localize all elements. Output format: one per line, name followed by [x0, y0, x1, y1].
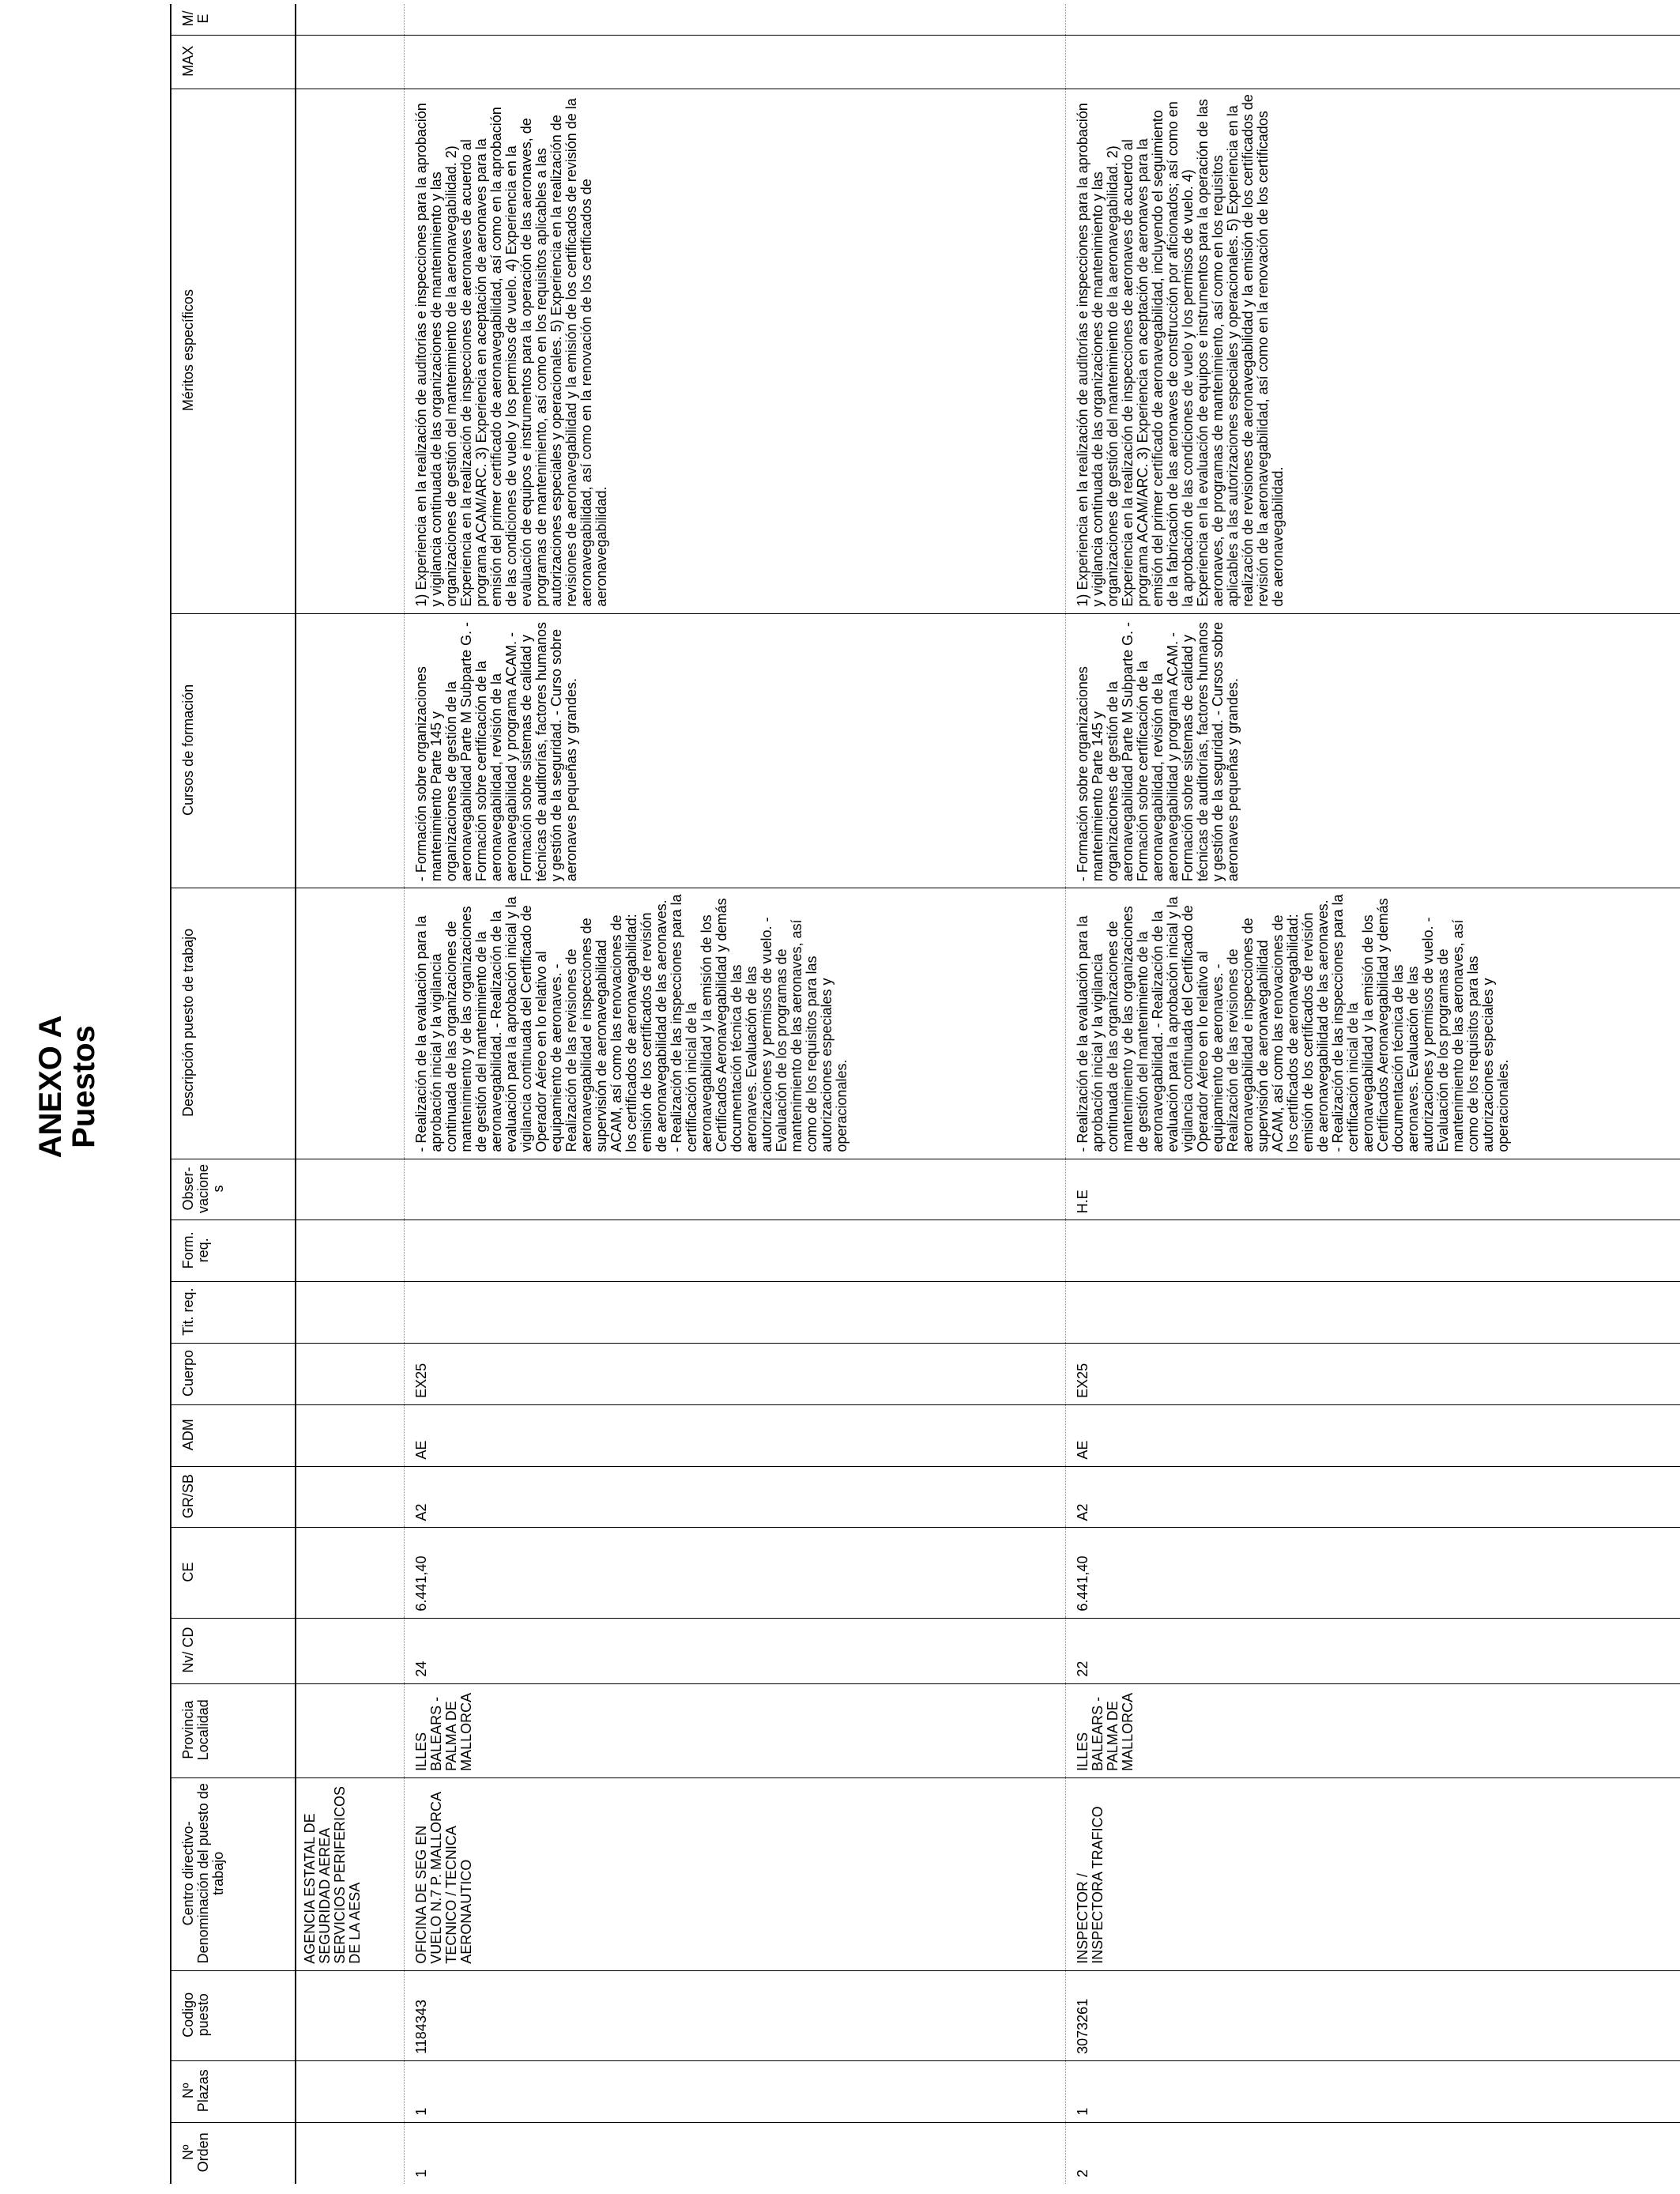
cell-cuerpo: EX25 [1066, 1344, 1680, 1405]
cell-nivel: 24 [405, 1618, 1066, 1683]
rotated-table-page [170, 4, 1674, 2184]
unit-office: OFICINA DE SEG EN VUELO N.7 P. MALLORCA [413, 1792, 444, 1964]
table-header-row [171, 4, 296, 2184]
cell-grupo: A2 [405, 1466, 1066, 1528]
cell-obs: H.E [1066, 1159, 1680, 1220]
cell-tit [405, 1282, 1066, 1344]
header-plazas: Nº Plazas [171, 2060, 296, 2122]
cell-cursos: - Formación sobre organizaciones mantenimiento Parte 145 y organizaciones de gestión de la aeronavegabilidad Parte M Subparte G. - Formación sobre certificación de la aeronavegabilidad, revisión de la aeronavegabilidad y programa ACAM. - Formación sobre sistemas de calidad y técnicas de auditorías, factores humanos y gestión de la seguridad. - Curso sobre aeronaves pequeñas y grandes. [405, 613, 1066, 888]
positions-table [170, 4, 1680, 2184]
cell-ce: 6.441,40 [1066, 1528, 1680, 1618]
cell-plazas: 1 [405, 2060, 1066, 2122]
header-meritos: Méritos específicos [171, 89, 296, 613]
header-me: M/E [171, 4, 296, 36]
unit-row [296, 4, 405, 2184]
position-name: TECNICO / TECNICA AERONAUTICO [443, 1826, 474, 1964]
header-cuerpo: Cuerpo [171, 1344, 296, 1405]
cell-ce: 6.441,40 [405, 1528, 1066, 1618]
header-centro: Centro directivo- Denominación del puesto de trabajo [171, 1777, 296, 1970]
cell-cuerpo: EX25 [405, 1344, 1066, 1405]
cell-obs [405, 1159, 1066, 1220]
cell-cursos: - Formación sobre organizaciones mantenimiento Parte 145 y organizaciones de gestión de la aeronavegabilidad Parte M Subparte G. - Formación sobre certificación de la aeronavegabilidad, revisión de la aeronavegabilidad y programa ACAM. - Formación sobre sistemas de calidad y técnicas de auditorías, factores humanos y gestión de la seguridad. - Cursos sobre aeronaves pequeñas y grandes. [1066, 613, 1680, 888]
cell-adm: AE [405, 1404, 1066, 1466]
page-title [0, 1000, 134, 1174]
table-row [405, 4, 1066, 2184]
cell-max [1066, 36, 1680, 89]
cell-me [1066, 4, 1680, 36]
position-name: INSPECTOR / INSPECTORA TRAFICO [1075, 1806, 1106, 1964]
header-descripcion: Descripción puesto de trabajo [171, 888, 296, 1159]
cell-nivel: 22 [1066, 1618, 1680, 1683]
cell-adm: AE [1066, 1404, 1680, 1466]
header-nivel: Nv/ CD [171, 1618, 296, 1683]
cell-me [405, 4, 1066, 36]
header-obs: Obser- vaciones [171, 1159, 296, 1220]
header-codigo: Codigo puesto [171, 1970, 296, 2060]
unit-service: SERVICIOS PERIFERICOS DE LA AESA [332, 1786, 363, 1964]
header-provincia: Provincia Localidad [171, 1683, 296, 1777]
header-orden: Nº Orden [171, 2122, 296, 2184]
cell-descripcion: - Realización de la evaluación para la aprobación inicial y la vigilancia continuada de las organizaciones de mantenimiento y de las organizaciones de gestión del mantenimiento de la aeronavegabilidad. - Realización de la evaluación para la aprobación inicial y la vigilancia continuada del Certificado de Operador Aéreo en lo relativo al equipamiento de aeronaves. - Realización de las revisiones de aeronavegabilidad e inspecciones de supervisión de aeronavegabilidad ACAM, así como las renovaciones de los certificados de aeronavegabilidad: emisión de los certificados de revisión de aeronavegabilidad de las aeronaves. - Realización de las inspecciones para la certificación inicial de la aeronavegabilidad y la emisión de los Certificados Aeronavegabilidad y demás documentación técnica de las aeronaves. Evaluación de las autorizaciones y permisos de vuelo. - Evaluación de los programas de mantenimiento de las aeronaves, así como de los requisitos para las autorizaciones especiales y operacionales. [1066, 888, 1680, 1159]
cell-orden: 2 [1066, 2122, 1680, 2184]
cell-form [1066, 1220, 1680, 1282]
cell-grupo: A2 [1066, 1466, 1680, 1528]
header-ce: CE [171, 1528, 296, 1618]
title-line-2: Puestos [66, 1025, 101, 1148]
cell-tit [1066, 1282, 1680, 1344]
header-form: Form. req. [171, 1220, 296, 1282]
cell-meritos: 1) Experiencia en la realización de auditorías e inspecciones para la aprobación y vigilancia continuada de las organizaciones de mantenimiento y las organizaciones de gestión del mantenimiento de la aeronavegabilidad. 2) Experiencia en la realización de inspecciones de aeronaves de acuerdo al programa ACAM/ARC. 3) Experiencia en aceptación de aeronaves para la emisión del primer certificado de aeronavegabilidad, así como en la aprobación de las condiciones de vuelo y los permisos de vuelo. 4) Experiencia en la evaluación de equipos e instrumentos para la operación de las aeronaves, de programas de mantenimiento, así como en los requisitos aplicables a las autorizaciones especiales y operacionales. 5) Experiencia en la realización de revisiones de aeronavegabilidad y la emisión de los certificados de revisión de la aeronavegabilidad, así como en la renovación de los certificados de aeronavegabilidad. [405, 89, 1066, 613]
cell-provincia: ILLES BALEARS - PALMA DE MALLORCA [1066, 1683, 1680, 1777]
cell-max [405, 36, 1066, 89]
cell-codigo: 3073261 [1066, 1970, 1680, 2060]
cell-codigo: 1184343 [405, 1970, 1066, 2060]
header-cursos: Cursos de formación [171, 613, 296, 888]
header-tit: Tit. req. [171, 1282, 296, 1344]
cell-plazas: 1 [1066, 2060, 1680, 2122]
cell-provincia: ILLES BALEARS - PALMA DE MALLORCA [405, 1683, 1066, 1777]
header-adm: ADM [171, 1404, 296, 1466]
cell-orden: 1 [405, 2122, 1066, 2184]
table-row [1066, 4, 1680, 2184]
header-max: MAX [171, 36, 296, 89]
cell-centro [1066, 1777, 1680, 1970]
cell-form [405, 1220, 1066, 1282]
cell-centro [405, 1777, 1066, 1970]
unit-cell [296, 1777, 405, 1970]
title-line-1: ANEXO A [33, 1015, 68, 1159]
unit-agency: AGENCIA ESTATAL DE SEGURIDAD AEREA [302, 1813, 333, 1964]
header-grupo: GR/SB [171, 1466, 296, 1528]
cell-meritos: 1) Experiencia en la realización de auditorías e inspecciones para la aprobación y vigilancia continuada de las organizaciones de mantenimiento y las organizaciones de gestión del mantenimiento de la aeronavegabilidad. 2) Experiencia en la realización de inspecciones de aeronaves de acuerdo al programa ACAM/ARC. 3) Experiencia en aceptación de aeronaves para la emisión del primer certificado de aeronavegabilidad, incluyendo el seguimiento de la fabricación de las aeronaves de construcción por aficionados; así como en la aprobación de las condiciones de vuelo y los permisos de vuelo. 4) Experiencia en la evaluación de equipos e instrumentos para la operación de las aeronaves, de programas de mantenimiento, así como en los requisitos aplicables a las autorizaciones especiales y operacionales. 5) Experiencia en la realización de revisiones de aeronavegabilidad y la emisión de los certificados de revisión de la aeronavegabilidad, así como en la renovación de los certificados de aeronavegabilidad. [1066, 89, 1680, 613]
cell-descripcion: - Realización de la evaluación para la aprobación inicial y la vigilancia continuada de las organizaciones de mantenimiento y de las organizaciones de gestión del mantenimiento de la aeronavegabilidad. - Realización de la evaluación para la aprobación inicial y la vigilancia continuada del Certificado de Operador Aéreo en lo relativo al equipamiento de aeronaves. - Realización de las revisiones de aeronavegabilidad e inspecciones de supervisión de aeronavegabilidad ACAM, así como las renovaciones de los certificados de aeronavegabilidad: emisión de los certificados de revisión de aeronavegabilidad de las aeronaves. - Realización de las inspecciones para la certificación inicial de la aeronavegabilidad y la emisión de los Certificados Aeronavegabilidad y demás documentación técnica de las aeronaves. Evaluación de las autorizaciones y permisos de vuelo. - Evaluación de los programas de mantenimiento de las aeronaves, así como de los requisitos para las autorizaciones especiales y operacionales. [405, 888, 1066, 1159]
